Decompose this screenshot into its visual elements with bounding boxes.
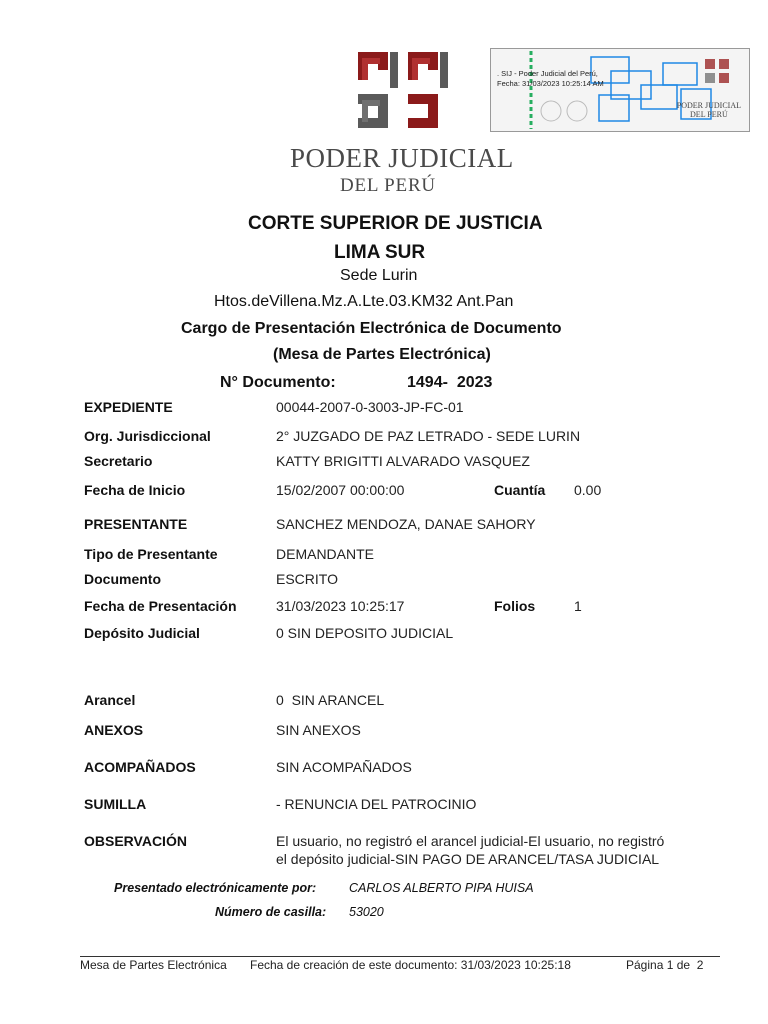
org-jurisdiccional-value: 2° JUZGADO DE PAZ LETRADO - SEDE LURIN [276,428,581,444]
presented-by-label: Presentado electrónicamente por: [114,881,317,895]
org-jurisdiccional-label: Org. Jurisdiccional [84,428,211,444]
secretario-value: KATTY BRIGITTI ALVARADO VASQUEZ [276,453,530,469]
document-type-title: Cargo de Presentación Electrónica de Documento [181,320,562,337]
casilla-value: 53020 [349,905,384,919]
presentante-value: SANCHEZ MENDOZA, DANAE SAHORY [276,516,536,532]
footer-page: Página 1 de 2 [626,958,704,972]
court-title: CORTE SUPERIOR DE JUSTICIA [248,213,543,234]
arancel-label: Arancel [84,692,136,708]
cuantia-value: 0.00 [574,482,602,498]
expediente-label: EXPEDIENTE [84,399,173,415]
fecha-presentacion-value: 31/03/2023 10:25:17 [276,598,405,614]
stamp-line-1: . SIJ - Poder Judicial del Perú, [497,69,598,78]
fecha-presentacion-label: Fecha de Presentación [84,598,237,614]
folios-label: Folios [494,598,536,614]
document-number-label: N° Documento: [220,374,336,391]
deposito-judicial-label: Depósito Judicial [84,625,200,641]
tipo-presentante-value: DEMANDANTE [276,546,375,562]
fecha-inicio-label: Fecha de Inicio [84,482,186,498]
deposito-judicial-value: 0 SIN DEPOSITO JUDICIAL [276,625,454,641]
anexos-value: SIN ANEXOS [276,722,361,738]
presented-by-value: CARLOS ALBERTO PIPA HUISA [349,881,534,895]
stamp-line-2: Fecha: 31/03/2023 10:25:14 AM [497,79,604,88]
document-number-value: 1494- 2023 [407,374,493,391]
footer-created: Fecha de creación de este documento: 31/03/2023 10:25:18 [250,958,571,972]
documento-label: Documento [84,571,161,587]
observacion-label: OBSERVACIÓN [84,833,187,849]
logo-subtitle: DEL PERÚ [340,175,436,196]
casilla-label: Número de casilla: [215,905,327,919]
cuantia-label: Cuantía [494,482,546,498]
secretario-label: Secretario [84,453,153,469]
stamp-text [497,69,604,89]
anexos-label: ANEXOS [84,722,144,738]
acompanados-value: SIN ACOMPAÑADOS [276,759,412,775]
folios-value: 1 [574,598,582,614]
channel-title: (Mesa de Partes Electrónica) [273,346,491,363]
district-title: LIMA SUR [334,242,426,263]
expediente-value: 00044-2007-0-3003-JP-FC-01 [276,399,464,415]
stamp-brand-line-1: PODER JUDICIAL [676,101,741,110]
stamp-brand [677,101,741,119]
footer-system: Mesa de Partes Electrónica [80,958,227,972]
observacion-value-line-2: el depósito judicial-SIN PAGO DE ARANCEL/TASA JUDICIAL [276,851,660,867]
court-address: Htos.deVillena.Mz.A.Lte.03.KM32 Ant.Pan [214,293,514,310]
footer-divider [80,956,720,957]
tipo-presentante-label: Tipo de Presentante [84,546,218,562]
acompanados-label: ACOMPAÑADOS [84,759,196,775]
logo-title: PODER JUDICIAL [290,143,514,173]
seat-name: Sede Lurin [340,267,418,284]
observacion-value-line-1: El usuario, no registró el arancel judicial-El usuario, no registró [276,833,665,849]
documento-value: ESCRITO [276,571,338,587]
stamp-brand-line-2: DEL PERÚ [690,110,728,119]
fecha-inicio-value: 15/02/2007 00:00:00 [276,482,405,498]
arancel-value: 0 SIN ARANCEL [276,692,385,708]
poder-judicial-logo [352,48,452,134]
sumilla-label: SUMILLA [84,796,147,812]
sumilla-value: - RENUNCIA DEL PATROCINIO [276,796,477,812]
digital-signature-stamp [490,48,750,132]
presentante-label: PRESENTANTE [84,516,188,532]
